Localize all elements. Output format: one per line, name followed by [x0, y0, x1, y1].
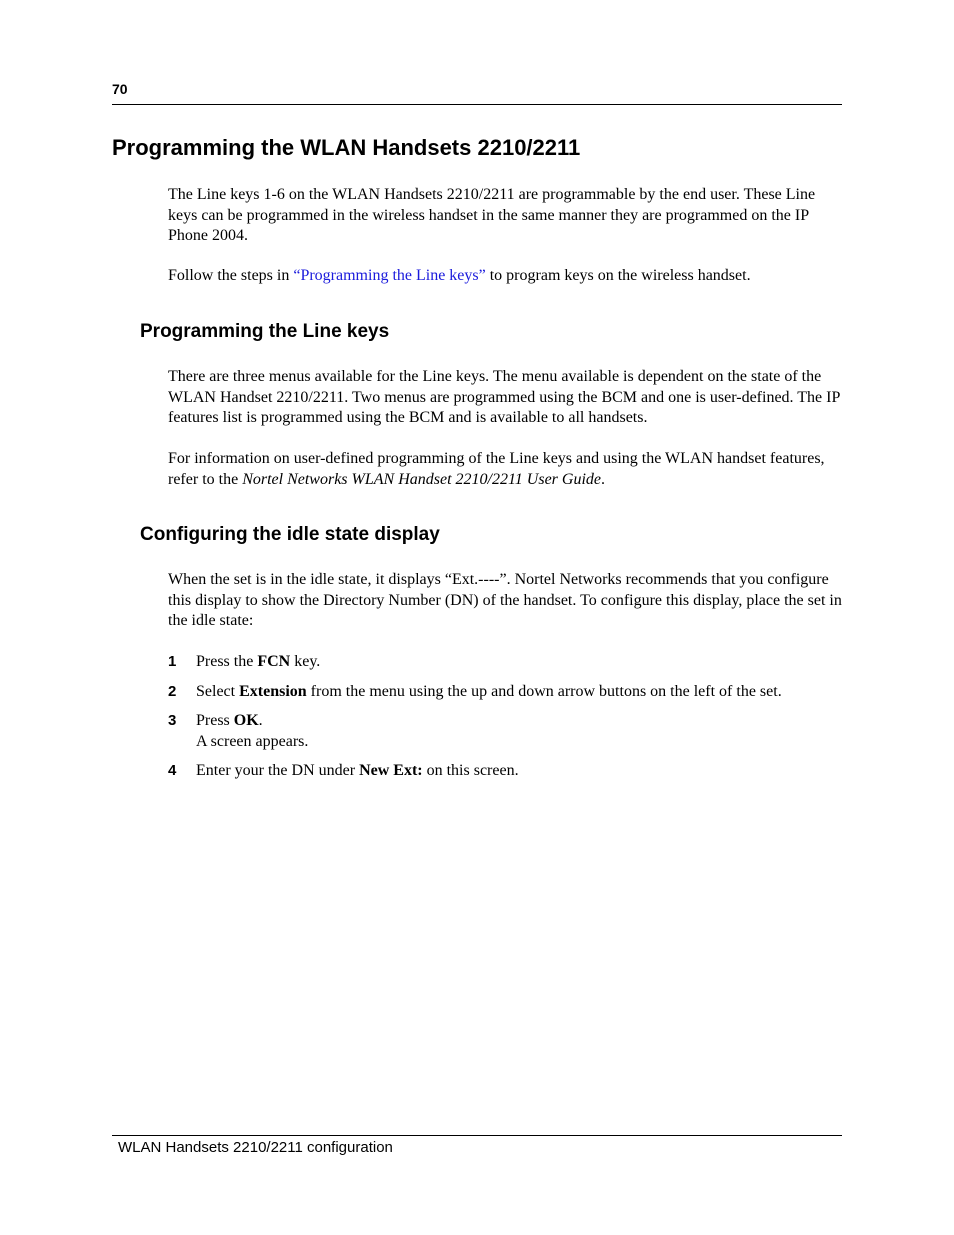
line-keys-crossref-link[interactable]: “Programming the Line keys”	[293, 267, 486, 284]
header-rule	[112, 104, 842, 105]
step-text-before: Press the	[196, 653, 258, 670]
user-guide-title: Nortel Networks WLAN Handset 2210/2211 User Guide	[242, 470, 601, 488]
intro-followup-text-before: Follow the steps in	[168, 267, 294, 284]
step-result-text: A screen appears.	[196, 733, 309, 750]
line-keys-reference-paragraph	[168, 449, 844, 490]
line-keys-ref-text-before: For information on user-defined programming of the Line keys and using the WLAN handset features, refer to the	[168, 450, 825, 488]
step-text-after: .	[258, 712, 263, 729]
step-text-before: Press	[196, 712, 234, 729]
step-text-after: key.	[290, 653, 321, 670]
step-number: 2	[168, 683, 177, 700]
intro-followup-paragraph	[168, 266, 844, 287]
section-heading-line-keys: Programming the Line keys	[140, 321, 390, 342]
step-keyword: New Ext:	[359, 762, 423, 779]
step-text	[196, 651, 844, 672]
page-number: 70	[112, 81, 128, 97]
footer-rule	[112, 1135, 842, 1136]
page-title: Programming the WLAN Handsets 2210/2211	[112, 135, 581, 160]
section-heading-idle-display: Configuring the idle state display	[140, 524, 440, 545]
step-text	[196, 681, 844, 702]
idle-display-paragraph: When the set is in the idle state, it displays “Ext.----”. Nortel Networks recommends that you configure this display to show the Directory Number (DN) of the handset. To configure this display, place the set in the idle state:	[168, 571, 842, 629]
line-keys-paragraph: There are three menus available for the Line keys. The menu available is dependent on the state of the WLAN Handset 2210/2211. Two menus are programmed using the BCM and one is user-defined. The IP features list is programmed using the BCM and is available to all handsets.	[168, 368, 840, 426]
step-text-before: Enter your the DN under	[196, 762, 360, 779]
intro-paragraph: The Line keys 1-6 on the WLAN Handsets 2210/2211 are programmable by the end user. These Line keys can be programmed in the wireless handset in the same manner they are programmed on the IP Phone 2004.	[168, 186, 816, 244]
step-text-after: from the menu using the up and down arrow buttons on the left of the set.	[306, 683, 782, 700]
step-text-after: on this screen.	[422, 762, 519, 779]
intro-followup-text-after: to program keys on the wireless handset.	[485, 267, 751, 284]
step-text	[196, 760, 844, 781]
step-text-before: Select	[196, 683, 240, 700]
step-number: 3	[168, 712, 177, 729]
step-text	[196, 710, 844, 752]
step-number: 1	[168, 653, 177, 670]
line-keys-ref-text-after: .	[601, 470, 605, 488]
step-number: 4	[168, 762, 177, 779]
step-keyword: FCN	[257, 653, 291, 670]
step-keyword: OK	[233, 712, 259, 729]
footer-text: WLAN Handsets 2210/2211 configuration	[118, 1139, 393, 1156]
step-keyword: Extension	[239, 683, 307, 700]
